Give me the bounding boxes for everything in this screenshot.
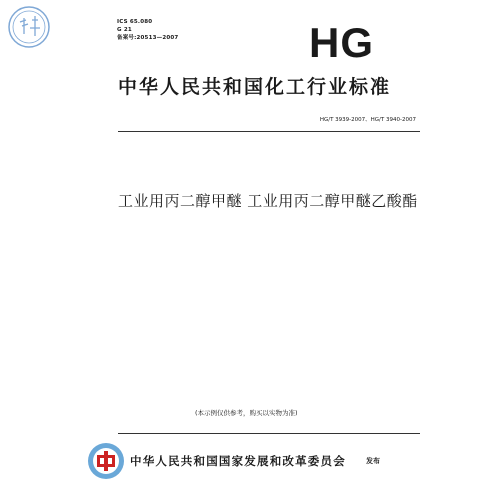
document-title: 工业用丙二醇甲醚 工业用丙二醇甲醚乙酸酯 <box>118 192 418 210</box>
bottom-divider <box>118 433 420 434</box>
ics-code: ICS 65.080 <box>117 19 153 25</box>
hg-mark: HG <box>309 19 374 66</box>
standard-title: 中华人民共和国化工行业标准 <box>118 76 392 98</box>
publish-label: 发布 <box>366 457 380 465</box>
ndrc-emblem-icon <box>86 441 126 481</box>
classification-block <box>117 18 178 42</box>
disclaimer-note: (本示例仅供参考，购买以实物为准) <box>195 409 298 417</box>
publisher-name: 中华人民共和国国家发展和改革委员会 <box>130 454 346 468</box>
seal-watermark-icon <box>6 4 52 50</box>
record-number: 备案号:20513—2007 <box>117 35 179 41</box>
standard-codes: HG/T 3939-2007、HG/T 3940-2007 <box>319 117 416 123</box>
top-divider <box>118 131 420 132</box>
ccs-code: G 21 <box>117 27 132 33</box>
